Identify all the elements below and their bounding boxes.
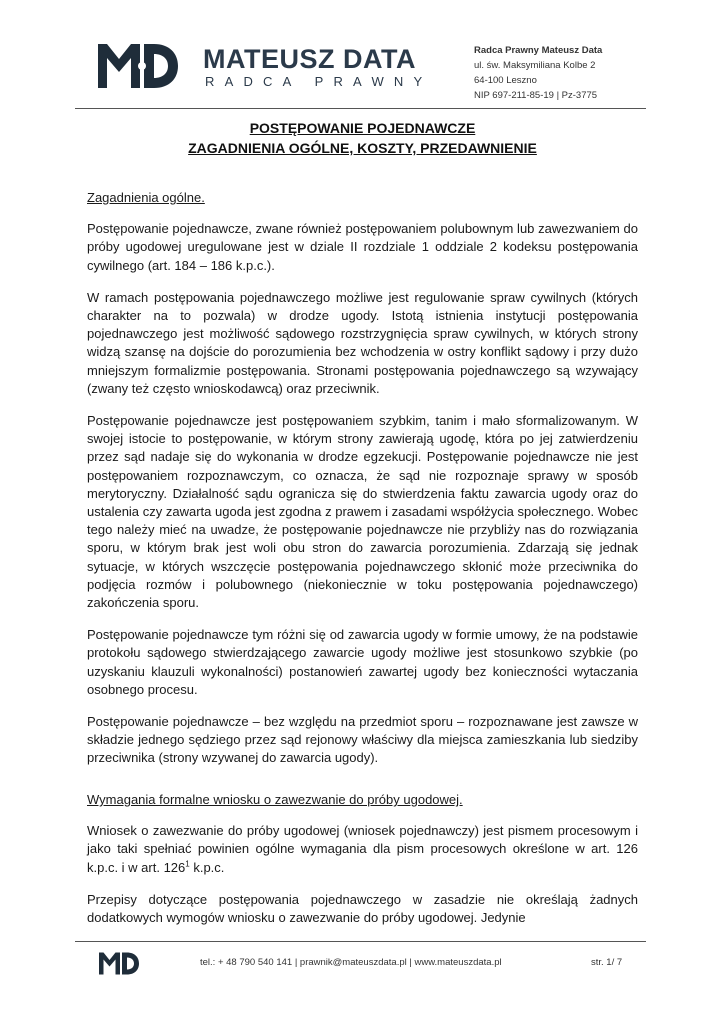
- footer-contact: tel.: + 48 790 540 141 | prawnik@mateuszdata.pl | www.mateuszdata.pl: [200, 957, 502, 968]
- paragraph: Przepisy dotyczące postępowania pojednawczego w zasadzie nie określają żadnych dodatkowych wymogów wniosku o zawezwanie do próby ugodowej. Jedynie: [87, 891, 638, 926]
- brand-subtitle: RADCA PRAWNY: [205, 74, 433, 89]
- brand-name: MATEUSZ DATA: [203, 44, 416, 74]
- section-heading: Zagadnienia ogólne.: [87, 190, 205, 205]
- document-title-line-2: ZAGADNIENIA OGÓLNE, KOSZTY, PRZEDAWNIENIE: [188, 140, 537, 156]
- page-number: str. 1/ 7: [591, 957, 623, 968]
- paragraph: Postępowanie pojednawcze – bez względu na przedmiot sporu – rozpoznawane jest zawsze w składzie jednego sędziego przez sąd rejonowy właściwy dla miejsca zamieszkania lub siedziby przeciwnika (strony wzywanej do zawarcia ugody).: [87, 714, 638, 766]
- section-heading: Wymagania formalne wniosku o zawezwanie do próby ugodowej.: [87, 792, 463, 807]
- firm-name: Radca Prawny Mateusz Data: [474, 45, 603, 56]
- section-formal-requirements: [87, 791, 638, 927]
- registration-numbers: NIP 697-211-85-19 | Pz-3775: [474, 90, 598, 101]
- footer-divider: [75, 941, 646, 942]
- firm-address-block: [474, 43, 602, 88]
- letterhead: [0, 0, 725, 110]
- document-title-line-1: POSTĘPOWANIE POJEDNAWCZE: [249, 120, 476, 136]
- paragraph: [87, 822, 638, 877]
- header-divider: [75, 108, 646, 109]
- section-general: [87, 189, 638, 768]
- superscript: 1: [185, 859, 190, 869]
- paragraph: W ramach postępowania pojednawczego możliwe jest regulowanie spraw cywilnych (których charakter na to pozwala) w drodze ugody. Istotą istnienia instytucji postępowania pojednawczego jest możliwość sądowego rozstrzygnięcia spraw cywilnych, w których strony widzą szansę na dojście do porozumienia bez wchodzenia w ostry konflikt sądowy i przy dużo mniejszym formalizmie postępowania. Stronami postępowania pojednawczego są wzywający (zwany też często wnioskodawcą) oraz przeciwnik.: [87, 289, 638, 396]
- address-line-1: ul. św. Maksymiliana Kolbe 2: [474, 60, 596, 71]
- paragraph-text-end: k.p.c.: [189, 859, 225, 875]
- paragraph-text: Wniosek o zawezwanie do próby ugodowej (wniosek pojednawczy) jest pismem procesowym i jako taki spełniać powinien ogólne wymagania dla pism procesowych określone w art. 126 k.p.c. i w art. 126: [87, 823, 638, 875]
- paragraph: Postępowanie pojednawcze jest postępowaniem szybkim, tanim i mało sformalizowanym. W swojej istocie to postępowanie, w którym strony zawierają ugodę, która po jej zatwierdzeniu przez sąd nadaje się do wykonania w drodze egzekucji. Postępowanie pojednawcze nie jest postępowaniem rozpoznawczym, co oznacza, że sąd nie rozpoznaje sprawy w sposób merytoryczny. Działalność sądu ogranicza się do stwierdzenia faktu zawarcia ugody oraz do ustalenia czy zawarta ugoda jest zgodna z prawem i zasadami współżycia społecznego. Wobec tego należy mieć na uwadze, że postępowanie pojednawcze nie przybliży nas do rozwiązania sporu, w którym brak jest woli obu stron do zawarcia porozumienia. Zdarzają się jednak sytuacje, w których wszczęcie postępowania pojednawczego skłonić może przeciwnika do podjęcia rozmów i polubownego (niekoniecznie w toku postępowania pojednawczego) zakończenia sporu.: [87, 413, 638, 611]
- address-line-2: 64-100 Leszno: [474, 75, 537, 86]
- paragraph: Postępowanie pojednawcze tym różni się od zawarcia ugody w formie umowy, że na podstawie protokołu sądowego stwierdzającego zawarcie ugody możliwe jest stosunkowo szybkie (po uzyskaniu klauzuli wykonalności) postanowień zawartej ugody bez konieczności wytaczania osobnego procesu.: [87, 627, 638, 697]
- md-logo-small-icon: [99, 952, 139, 975]
- paragraph: Postępowanie pojednawcze, zwane również postępowaniem polubownym lub zawezwaniem do próby ugodowej uregulowane jest w dziale II rozdziale 1 oddziale 2 kodeksu postępowania cywilnego (art. 184 – 186 k.p.c.).: [87, 221, 638, 273]
- md-logo-icon: [98, 44, 178, 88]
